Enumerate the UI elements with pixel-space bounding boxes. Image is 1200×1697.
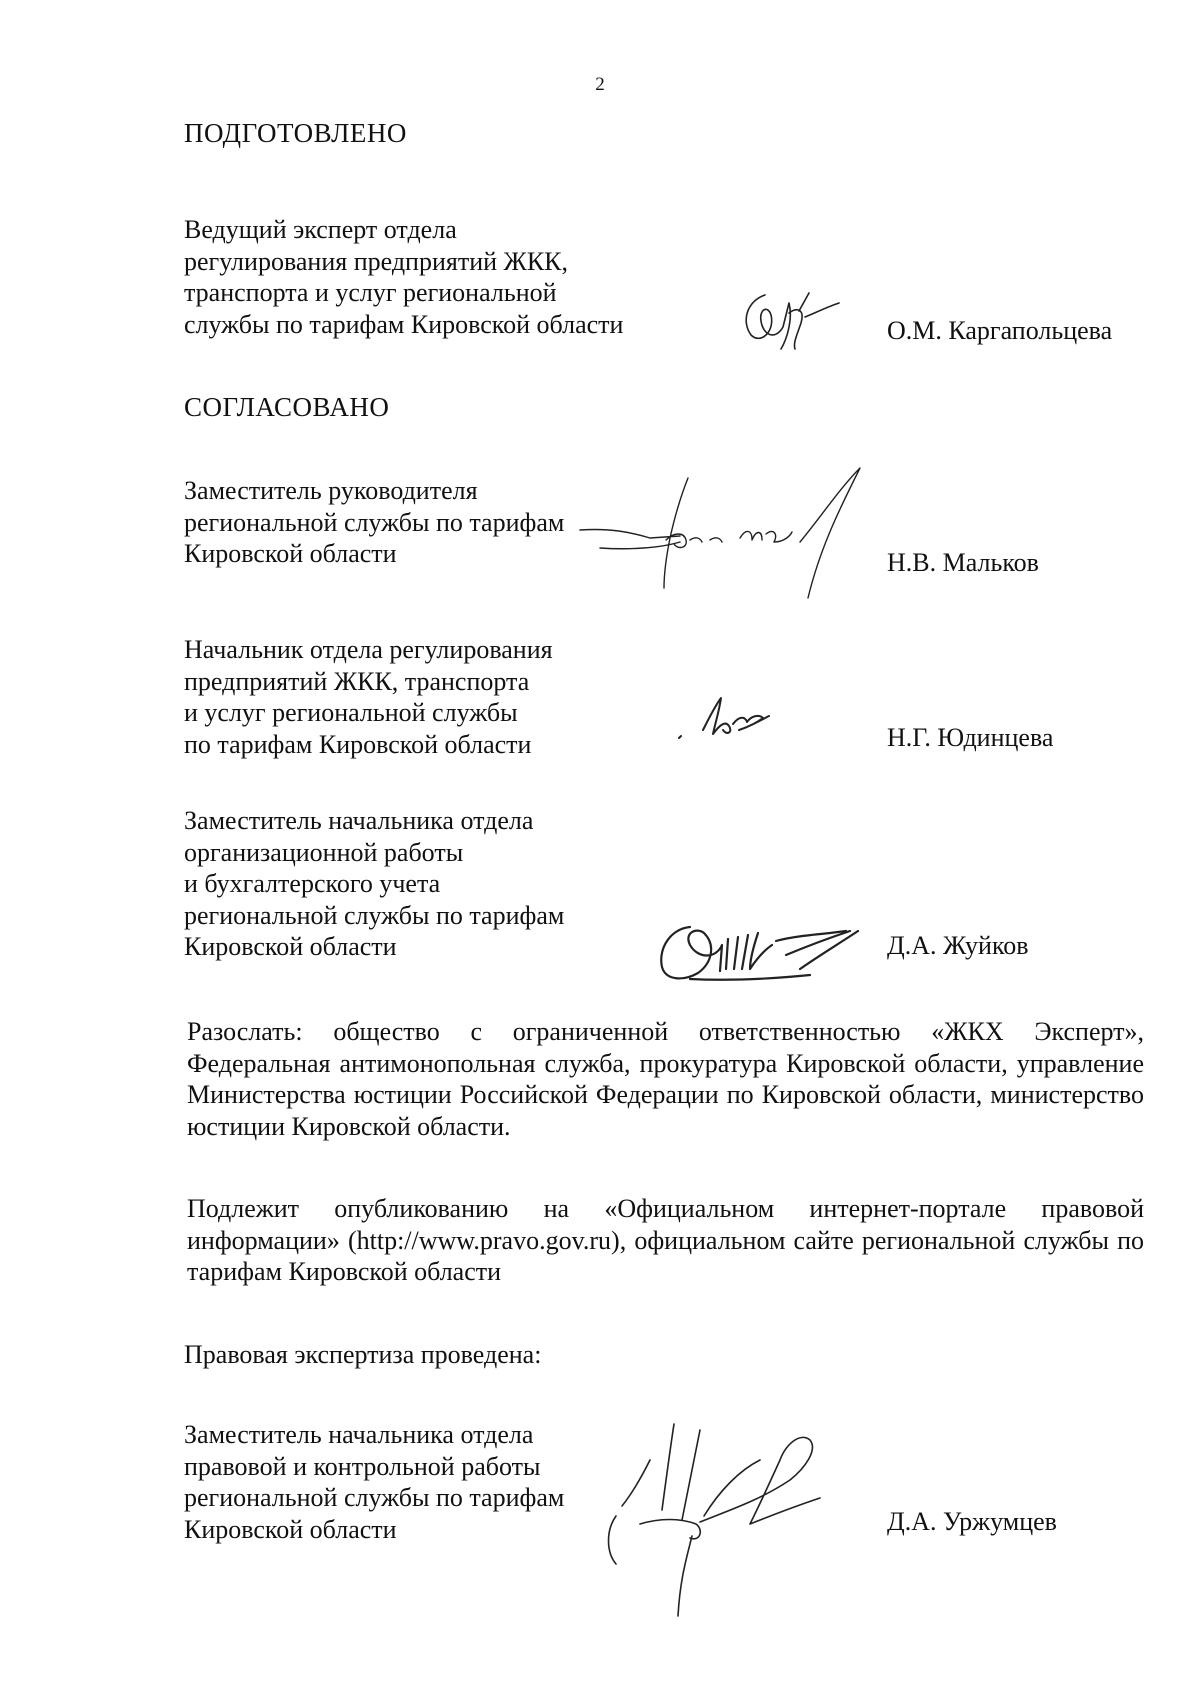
position-line: Заместитель руководителя (184, 476, 478, 505)
legal-review-heading: Правовая экспертиза проведена: (184, 1340, 542, 1369)
position-line: Начальник отдела регулирования (184, 635, 553, 664)
position-line: предприятий ЖКК, транспорта (184, 666, 530, 696)
position-line: региональной службы по тарифам (184, 507, 565, 537)
position-line: Ведущий эксперт отдела (184, 215, 457, 244)
prepared-position (184, 214, 684, 340)
position-line: по тарифам Кировской области (184, 729, 532, 759)
position-line: правовой и контрольной работы (184, 1451, 541, 1481)
agreed-heading: СОГЛАСОВАНО (184, 392, 390, 422)
position-line: региональной службы по тарифам (184, 1483, 565, 1512)
agreed-position-3 (184, 805, 684, 963)
position-line: Заместитель начальника отдела (184, 1420, 534, 1449)
name-urzhumtsev: Д.А. Уржумцев (887, 1507, 1057, 1536)
signature-zhuykov (650, 915, 880, 995)
position-line: Кировской области (184, 932, 397, 961)
position-line: организационной работы (184, 837, 464, 867)
position-line: Заместитель начальника отдела (184, 806, 534, 835)
publication-paragraph: Подлежит опубликованию на «Официальном интернет-портале правовой информации» (http://www.pravo.gov.ru), официальном сайте региональной службы по тарифам Кировской области (187, 1194, 1144, 1286)
page-number: 2 (595, 74, 605, 95)
prepared-heading: ПОДГОТОВЛЕНО (184, 118, 407, 148)
name-malkov: Н.В. Мальков (887, 548, 1039, 577)
signature-kargapoltseva (735, 283, 845, 363)
position-line: и бухгалтерского учета (184, 869, 441, 898)
position-line: транспорта и услуг региональной (184, 278, 557, 307)
signature-yudintseva (675, 690, 795, 750)
distribution-paragraph: Разослать: общество с ограниченной ответственностью «ЖКХ Эксперт», Федеральная антимонопольная служба, прокуратура Кировской области, управление Министерства юстиции Российской Федерации по Кировской области, министерство юстиции Кировской области. (187, 1017, 1144, 1141)
name-zhuykov: Д.А. Жуйков (887, 931, 1029, 960)
signature-urzhumtsev (600, 1420, 900, 1620)
position-line: Кировской области (184, 539, 397, 568)
agreed-position-2 (184, 634, 684, 760)
position-line: Кировской области (184, 1514, 397, 1544)
name-yudintseva: Н.Г. Юдинцева (887, 723, 1054, 752)
position-line: региональной службы по тарифам (184, 900, 565, 930)
position-line: и услуг региональной службы (184, 698, 518, 727)
position-line: службы по тарифам Кировской области (184, 309, 624, 339)
name-kargapoltseva: О.М. Каргапольцева (887, 316, 1113, 345)
position-line: регулирования предприятий ЖКК, (184, 246, 569, 276)
signature-malkov (570, 458, 930, 618)
